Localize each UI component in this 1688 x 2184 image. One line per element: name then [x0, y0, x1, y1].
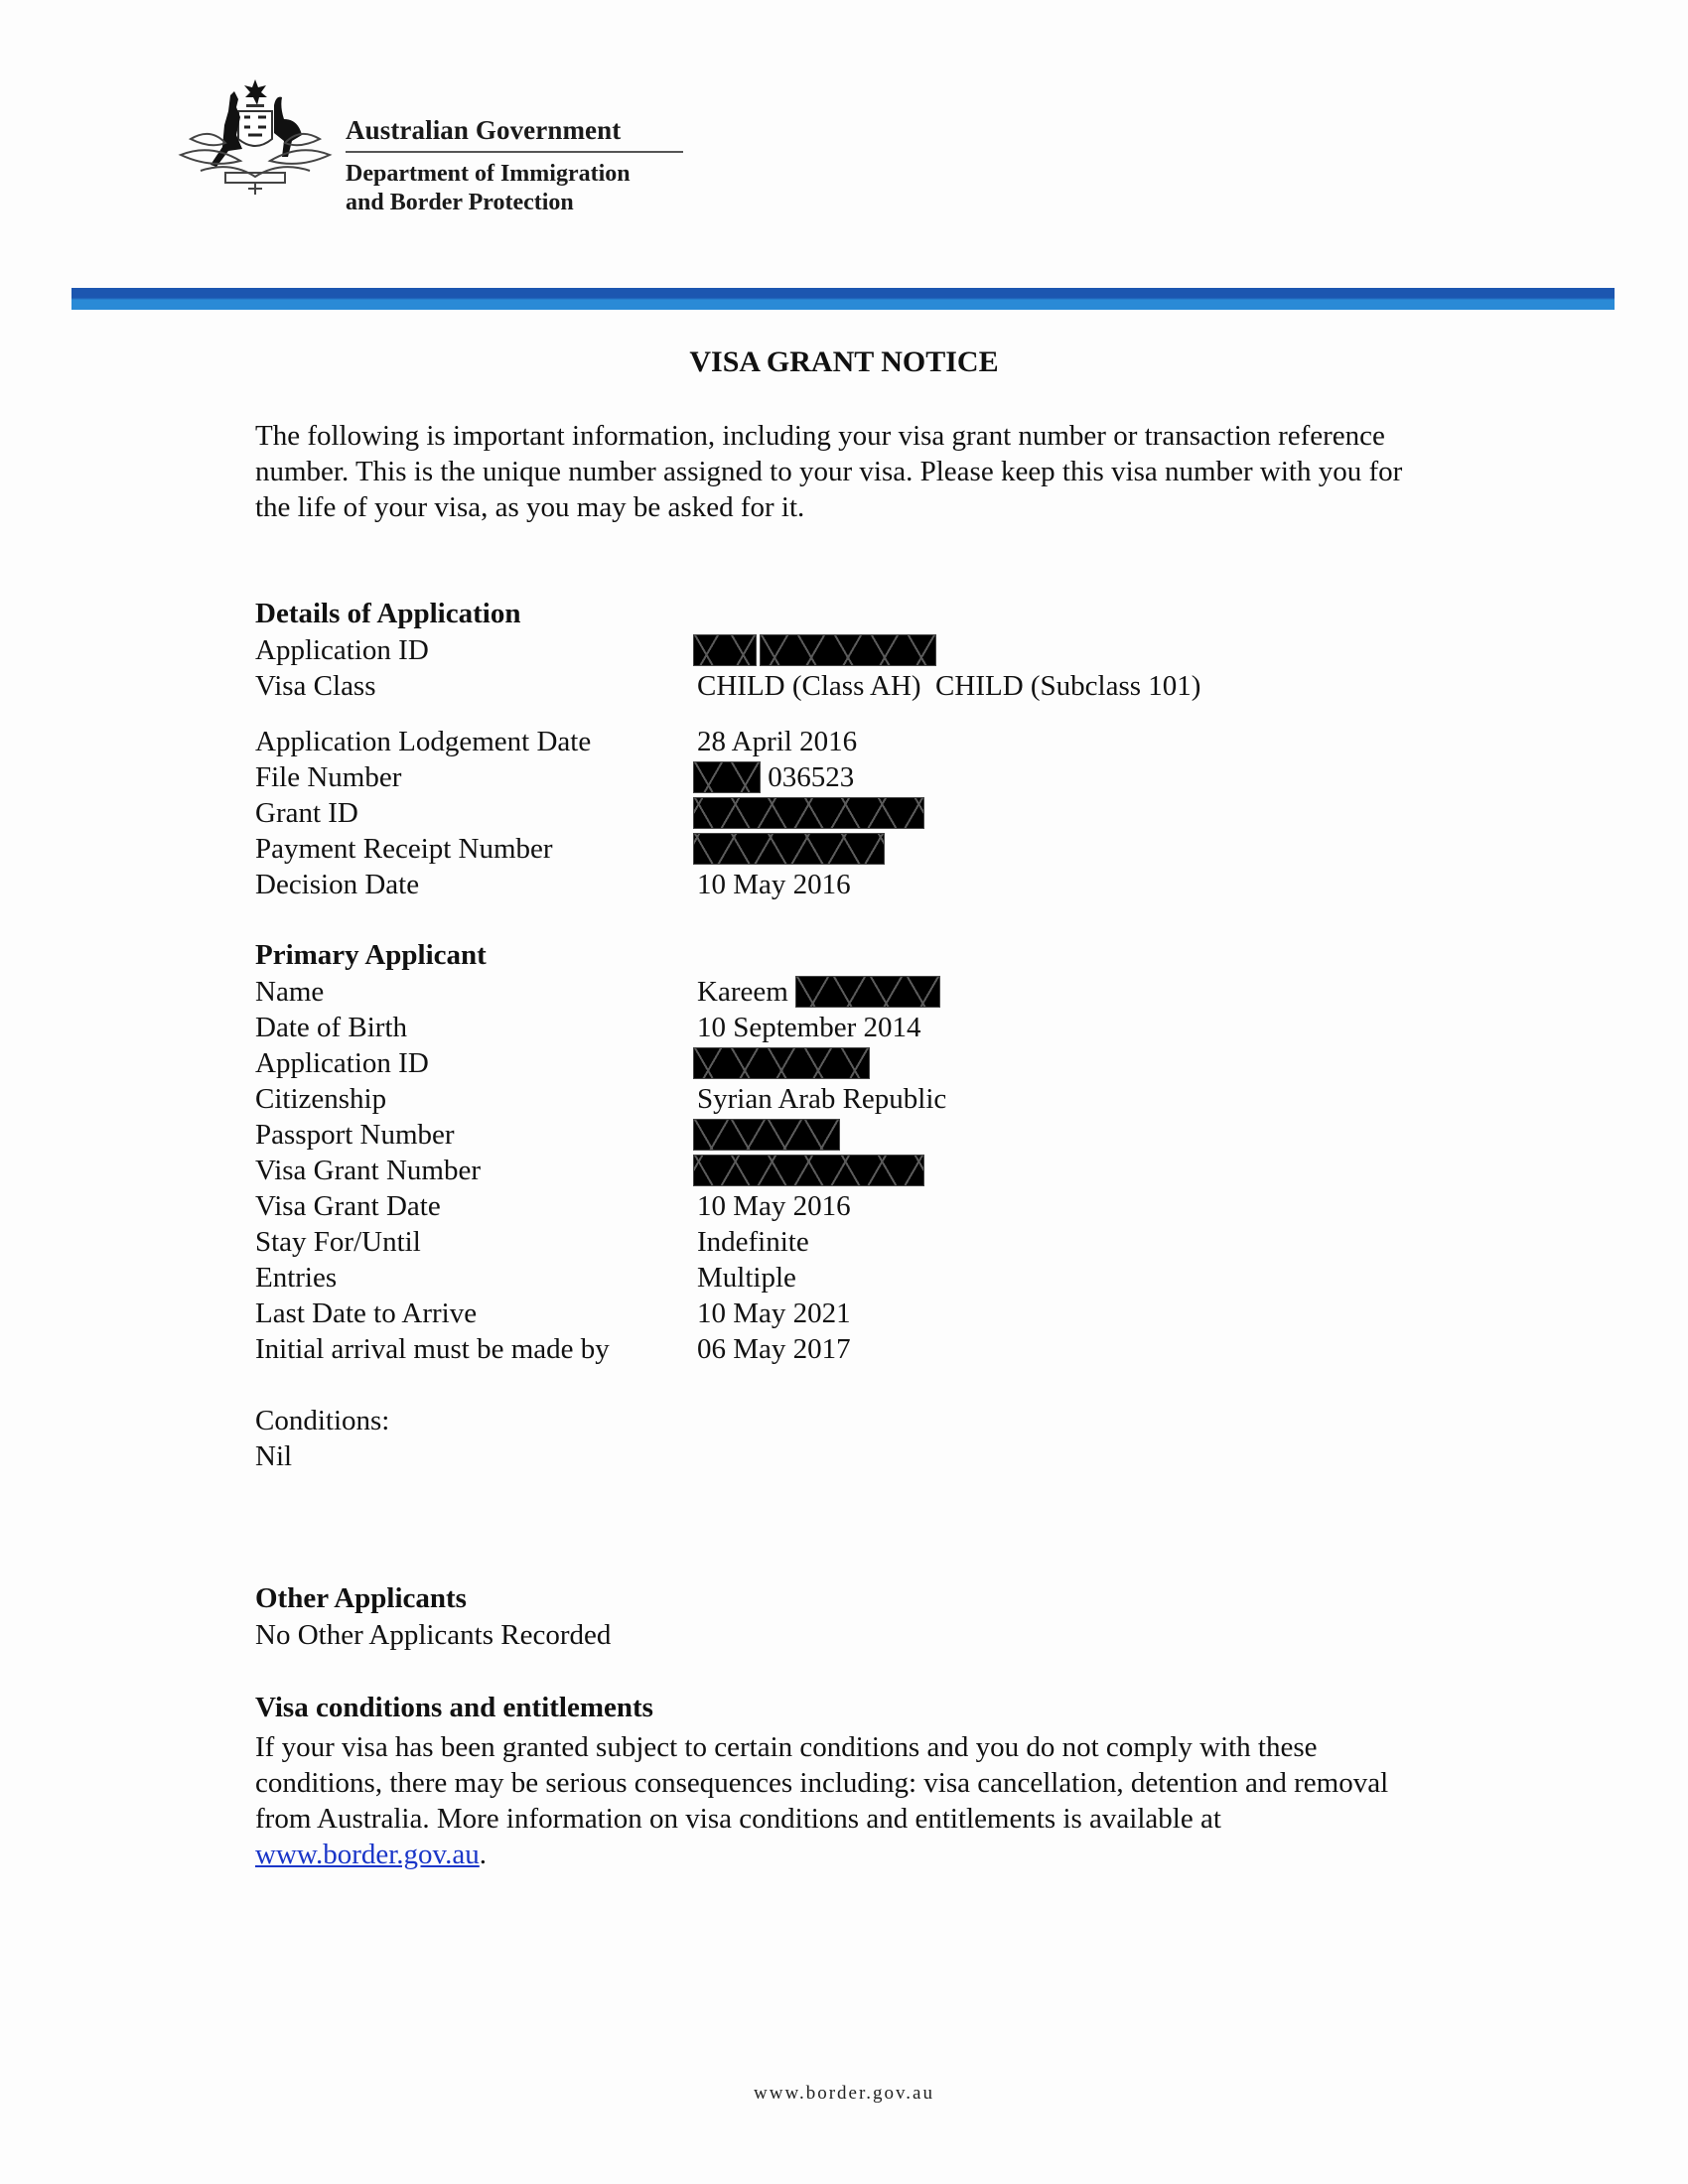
- redaction-box: [693, 761, 761, 793]
- footer-url: www.border.gov.au: [754, 2083, 934, 2104]
- first-name: Kareem: [697, 976, 788, 1008]
- value: 10 September 2014: [697, 1012, 921, 1043]
- label: Application ID: [255, 634, 429, 666]
- file-number-suffix: 036523: [768, 761, 855, 793]
- value-redacted: [693, 795, 924, 831]
- label: Citizenship: [255, 1083, 387, 1115]
- entitlements-paragraph: [255, 1729, 1447, 1872]
- label: Visa Grant Number: [255, 1155, 481, 1186]
- row-lodgement-date: [255, 724, 1447, 759]
- label: Grant ID: [255, 797, 358, 829]
- value: Multiple: [697, 1262, 796, 1294]
- row-file-number: [255, 759, 1447, 795]
- intro-paragraph: The following is important information, including your visa grant number or transaction reference number. This is the unique number assigned to your visa. Please keep this visa number with you for the life of your visa, as you may be asked for it.: [255, 420, 1403, 523]
- row-grant-id: [255, 795, 1447, 831]
- label: Initial arrival must be made by: [255, 1333, 610, 1365]
- row-date-of-birth: [255, 1010, 1447, 1045]
- value-redacted: [693, 831, 885, 867]
- row-application-id: [255, 632, 1447, 668]
- redaction-box: [693, 634, 757, 666]
- entitlements-heading: Visa conditions and entitlements: [255, 1692, 653, 1723]
- details-heading: Details of Application: [255, 598, 521, 629]
- department-name-line-2: and Border Protection: [346, 190, 574, 215]
- row-decision-date: [255, 867, 1447, 902]
- value: 28 April 2016: [697, 726, 858, 757]
- entitlements-text: If your visa has been granted subject to certain conditions and you do not comply with these conditions, there may be serious consequences including: visa cancellation, detention and removal from Australia. More information on visa conditions and entitlements is available at: [255, 1731, 1389, 1835]
- row-name: [255, 974, 1447, 1010]
- value-redacted: [693, 632, 936, 668]
- other-applicants-value: No Other Applicants Recorded: [255, 1619, 612, 1651]
- primary-applicant-heading: Primary Applicant: [255, 939, 487, 971]
- row-last-date-to-arrive: [255, 1296, 1447, 1331]
- label: Last Date to Arrive: [255, 1297, 478, 1329]
- value-redacted: [693, 1045, 870, 1081]
- label: Date of Birth: [255, 1012, 408, 1043]
- header-blue-bar: [71, 288, 1615, 310]
- logo-divider: [346, 151, 683, 153]
- value: 10 May 2021: [697, 1297, 851, 1329]
- value: [697, 974, 940, 1010]
- row-payment-receipt: [255, 831, 1447, 867]
- label: Entries: [255, 1262, 338, 1294]
- other-applicants-heading: Other Applicants: [255, 1582, 467, 1614]
- redaction-box: [693, 1119, 840, 1151]
- value-redacted: [693, 1117, 840, 1153]
- row-visa-grant-date: [255, 1188, 1447, 1224]
- row-visa-class: [255, 668, 1447, 704]
- label: Application ID: [255, 1047, 429, 1079]
- row-citizenship: [255, 1081, 1447, 1117]
- label: Visa Grant Date: [255, 1190, 441, 1222]
- value-redacted: [693, 1153, 924, 1188]
- document-title: VISA GRANT NOTICE: [689, 345, 999, 378]
- row-stay-for-until: [255, 1224, 1447, 1260]
- conditions-label: Conditions:: [255, 1405, 390, 1436]
- redaction-box: [693, 1047, 870, 1079]
- redaction-box: [693, 1155, 924, 1186]
- value: Indefinite: [697, 1226, 809, 1258]
- value: 06 May 2017: [697, 1333, 851, 1365]
- redaction-box: [760, 634, 936, 666]
- row-initial-arrival: [255, 1331, 1447, 1367]
- value: [693, 759, 854, 795]
- value: Syrian Arab Republic: [697, 1083, 947, 1115]
- department-logo: [171, 77, 687, 215]
- label: Application Lodgement Date: [255, 726, 592, 757]
- label: Payment Receipt Number: [255, 833, 553, 865]
- redaction-box: [693, 833, 885, 865]
- row-visa-grant-number: [255, 1153, 1447, 1188]
- government-name: Australian Government: [346, 115, 622, 145]
- label: Stay For/Until: [255, 1226, 421, 1258]
- border-website-link[interactable]: www.border.gov.au: [255, 1839, 480, 1870]
- row-applicant-application-id: [255, 1045, 1447, 1081]
- value: 10 May 2016: [697, 869, 851, 900]
- period: .: [479, 1839, 488, 1870]
- label: File Number: [255, 761, 402, 793]
- value: 10 May 2016: [697, 1190, 851, 1222]
- value: CHILD (Class AH) CHILD (Subclass 101): [697, 670, 1201, 702]
- label: Passport Number: [255, 1119, 455, 1151]
- conditions-value: Nil: [255, 1440, 293, 1472]
- row-passport-number: [255, 1117, 1447, 1153]
- label: Decision Date: [255, 869, 420, 900]
- department-name-line-1: Department of Immigration: [346, 161, 631, 187]
- row-entries: [255, 1260, 1447, 1296]
- coat-of-arms-icon: [171, 77, 340, 202]
- redaction-box: [795, 976, 940, 1008]
- label: Visa Class: [255, 670, 376, 702]
- label: Name: [255, 976, 325, 1008]
- redaction-box: [693, 797, 924, 829]
